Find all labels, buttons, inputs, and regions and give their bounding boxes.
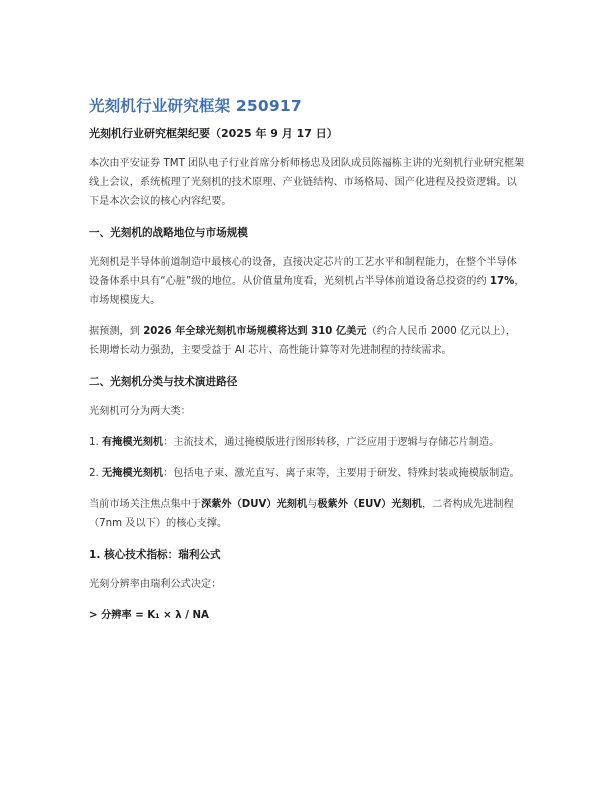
list-number: 2. xyxy=(89,468,102,479)
text: 与 xyxy=(307,499,318,510)
list-item-maskless xyxy=(89,464,525,483)
share-value: 17% xyxy=(489,276,515,287)
list-item-masked xyxy=(89,433,525,452)
subsection-title: 1. 核心技术指标：瑞利公式 xyxy=(89,549,221,561)
euv-term: 极紫外（EUV）光刻机 xyxy=(317,499,422,510)
market-size-highlight: 2026 年全球光刻机市场规模将达到 310 亿美元 xyxy=(143,326,367,337)
section-1-paragraph-1 xyxy=(89,253,525,310)
meeting-title: 光刻机行业研究框架纪要（2025 年 9 月 17 日） xyxy=(89,127,338,140)
document-title: 光刻机行业研究框架 250917 xyxy=(89,97,302,115)
duv-term: 深紫外（DUV）光刻机 xyxy=(201,499,308,510)
list-item-text: ：包括电子束、激光直写、离子束等，主要用于研发、特殊封装或掩模版制造。 xyxy=(163,468,520,479)
text: 光刻机是半导体前道制造中最核心的设备，直接决定芯片的工艺水平和制程能力，在整个半导体设备体系中具有“心脏”级的地位。从价值量角度看，光刻机占半导体前道设备总投资的约 xyxy=(89,257,517,287)
text: ，二者构成先进制程（7nm 及以下）的核心支撑。 xyxy=(89,499,514,529)
list-number: 1. xyxy=(89,437,102,448)
intro-paragraph: 本次由平安证券 TMT 团队电子行业首席分析师杨忠及团队成员陈福栋主讲的光刻机行业研究框架线上会议，系统梳理了光刻机的技术原理、产业链结构、市场格局、国产化进程及投资逻辑。以下是本次会议的核心内容纪要。 xyxy=(89,158,525,207)
subsection-lead: 光刻分辨率由瑞利公式决定： xyxy=(89,579,222,590)
text: ，市场规模庞大。 xyxy=(89,276,525,306)
list-item-term: 有掩模光刻机 xyxy=(101,437,164,448)
rayleigh-formula: > 分辨率 = K₁ × λ / NA xyxy=(89,610,209,621)
list-item-text: ：主流技术，通过掩模版进行图形转移，广泛应用于逻辑与存储芯片制造。 xyxy=(163,437,500,448)
focus-paragraph xyxy=(89,495,525,533)
document-page xyxy=(89,96,525,625)
section-2-lead: 光刻机可分为两大类： xyxy=(89,406,191,417)
list-item-term: 无掩模光刻机 xyxy=(101,468,164,479)
section-1-title: 一、光刻机的战略地位与市场规模 xyxy=(89,227,248,239)
section-1-paragraph-2 xyxy=(89,322,525,360)
text: 当前市场关注焦点集中于 xyxy=(89,499,202,510)
text: （约合人民币 2000 亿元以上），长期增长动力强劲，主要受益于 AI 芯片、高性能计算等对先进制程的持续需求。 xyxy=(89,326,517,356)
section-2-title: 二、光刻机分类与技术演进路径 xyxy=(89,376,238,388)
text: 据预测，到 xyxy=(89,326,144,337)
